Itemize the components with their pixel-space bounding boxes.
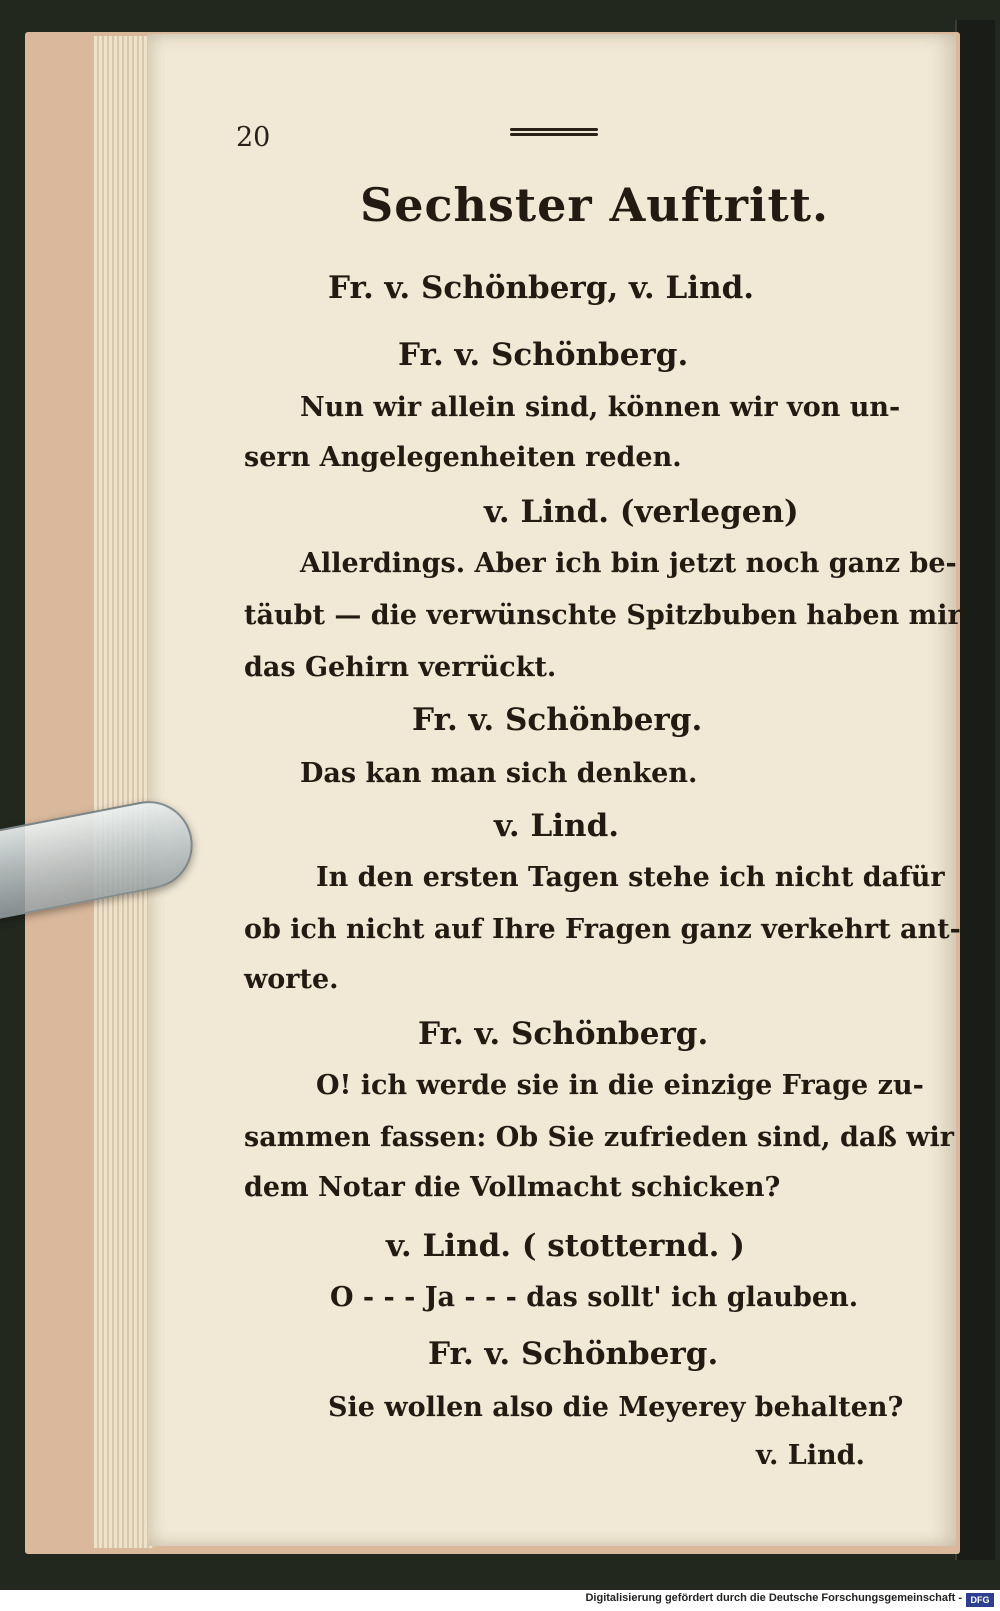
scene-title: Sechster Auftritt. bbox=[360, 178, 829, 232]
dialogue-line: das Gehirn verrückt. bbox=[244, 652, 557, 683]
dialogue-line: sammen fassen: Ob Sie zufrieden sind, daß wir bbox=[244, 1122, 954, 1153]
footer-bar bbox=[0, 1590, 1000, 1611]
speaker-name: Fr. v. Schönberg. bbox=[418, 1016, 709, 1052]
header-ornament bbox=[510, 128, 598, 142]
speaker-name: Fr. v. Schönberg. bbox=[398, 337, 689, 373]
dialogue-line: Allerdings. Aber ich bin jetzt noch ganz be- bbox=[300, 548, 957, 579]
speaker-name: Fr. v. Schönberg. bbox=[428, 1336, 719, 1372]
page-edges bbox=[94, 36, 154, 1548]
dialogue-line: In den ersten Tagen stehe ich nicht dafür bbox=[316, 862, 945, 893]
book-right-edge bbox=[955, 20, 995, 1560]
footer-credit: Digitalisierung gefördert durch die Deutsche Forschungsgemeinschaft - bbox=[585, 1592, 962, 1604]
dialogue-line: worte. bbox=[244, 964, 339, 995]
catchword: v. Lind. bbox=[756, 1440, 865, 1471]
speaker-name: v. Lind. ( stotternd. ) bbox=[386, 1228, 745, 1264]
speaker-name: v. Lind. (verlegen) bbox=[484, 494, 799, 530]
dialogue-line: O - - - Ja - - - das sollt' ich glauben. bbox=[330, 1282, 859, 1313]
dialogue-line: O! ich werde sie in die einzige Frage zu- bbox=[316, 1070, 924, 1101]
page-number: 20 bbox=[236, 122, 271, 153]
dialogue-line: Sie wollen also die Meyerey behalten? bbox=[328, 1392, 904, 1423]
dialogue-line: täubt — die verwünschte Spitzbuben haben mir bbox=[244, 600, 962, 631]
dfg-logo: DFG bbox=[966, 1593, 994, 1607]
dialogue-line: ob ich nicht auf Ihre Fragen ganz verkehrt ant- bbox=[244, 914, 961, 945]
cast-list: Fr. v. Schönberg, v. Lind. bbox=[328, 270, 755, 306]
book-page bbox=[148, 34, 956, 1546]
speaker-name: v. Lind. bbox=[494, 808, 620, 844]
dialogue-line: dem Notar die Vollmacht schicken? bbox=[244, 1172, 781, 1203]
dialogue-line: Nun wir allein sind, können wir von un- bbox=[300, 392, 901, 423]
dialogue-line: Das kan man sich denken. bbox=[300, 758, 698, 789]
speaker-name: Fr. v. Schönberg. bbox=[412, 702, 703, 738]
dialogue-line: sern Angelegenheiten reden. bbox=[244, 442, 682, 473]
